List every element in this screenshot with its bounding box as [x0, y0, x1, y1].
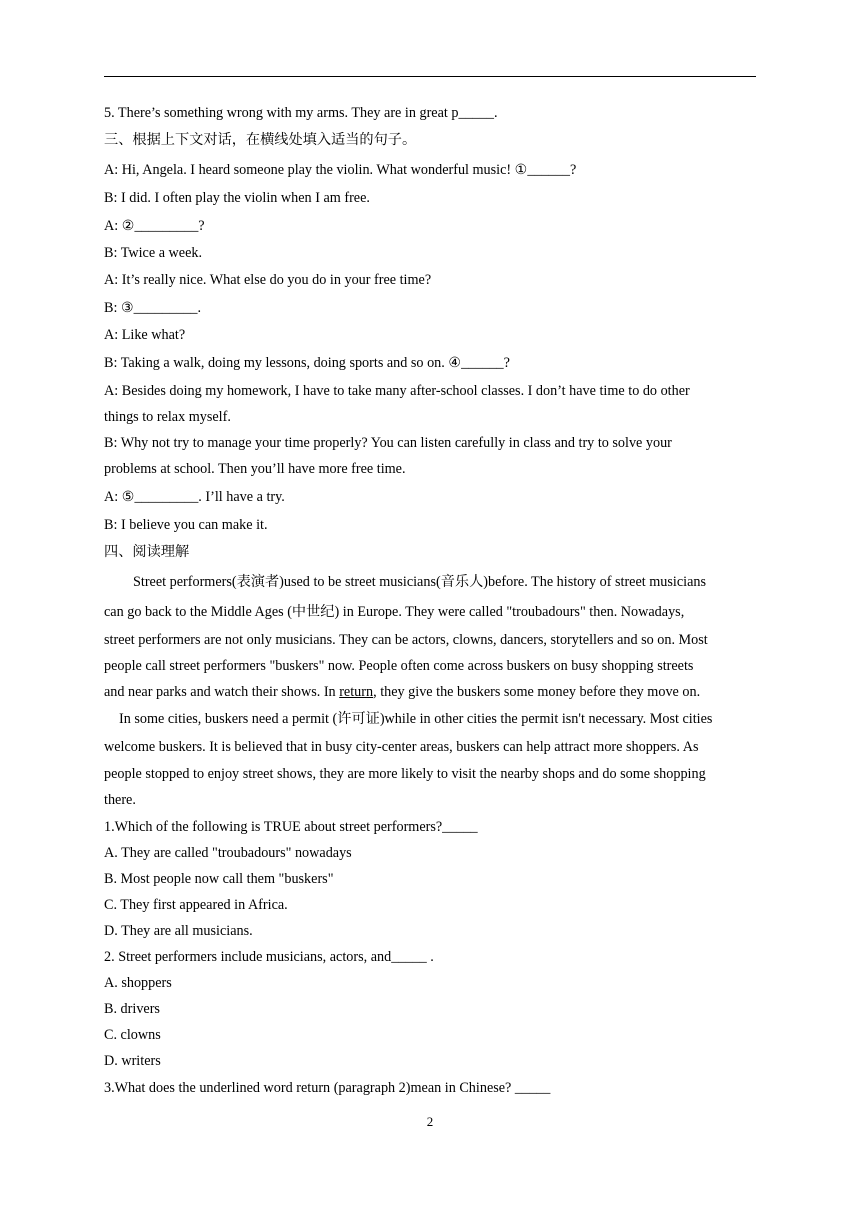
dialog-line: A: ⑤_________. I’ll have a try.	[104, 489, 285, 505]
underlined-word-return: return	[339, 684, 374, 700]
passage-line: street performers are not only musicians. They can be actors, clowns, dancers, storytellers and so on. Most	[104, 632, 708, 648]
option-line: A. They are called "troubadours" nowadays	[104, 845, 352, 861]
option-line: D. They are all musicians.	[104, 923, 253, 939]
dialog-line: B: Why not try to manage your time properly? You can listen carefully in class and try to solve your	[104, 435, 672, 451]
passage-line: In some cities, buskers need a permit (许可证)while in other cities the permit isn't necessary. Most cities	[119, 711, 713, 727]
passage-line: can go back to the Middle Ages (中世纪) in Europe. They were called "troubadours" then. Nowadays,	[104, 604, 685, 620]
page-number: 2	[426, 1114, 434, 1129]
passage-line	[104, 683, 764, 701]
passage-line: Street performers(表演者)used to be street musicians(音乐人)before. The history of street musicians	[133, 574, 706, 590]
question-5: 5. There’s something wrong with my arms. They are in great p_____.	[104, 105, 498, 121]
dialog-line: A: Like what?	[104, 327, 186, 343]
passage-line: people stopped to enjoy street shows, they are more likely to visit the nearby shops and do some shopping	[104, 766, 706, 782]
dialog-line: A: ②_________?	[104, 218, 205, 234]
section-3-heading: 三、根据上下文对话，在横线处填入适当的句子。	[104, 132, 417, 148]
option-line: B. drivers	[104, 1001, 160, 1017]
dialog-line: B: Taking a walk, doing my lessons, doing sports and so on. ④______?	[104, 355, 510, 371]
option-line: D. writers	[104, 1053, 161, 1069]
question-3: 3.What does the underlined word return (paragraph 2)mean in Chinese? _____	[104, 1080, 551, 1096]
dialog-line: A: It’s really nice. What else do you do in your free time?	[104, 272, 432, 288]
dialog-line: A: Besides doing my homework, I have to take many after-school classes. I don’t have time to do other	[104, 383, 690, 399]
dialog-line: B: ③_________.	[104, 300, 202, 316]
section-4-heading: 四、阅读理解	[104, 544, 190, 560]
header-rule	[104, 76, 756, 77]
passage-line: there.	[104, 792, 136, 808]
dialog-line: B: I believe you can make it.	[104, 517, 268, 533]
passage-line: welcome buskers. It is believed that in busy city-center areas, buskers can help attract more shoppers. As	[104, 739, 699, 755]
dialog-line: B: Twice a week.	[104, 245, 203, 261]
dialog-line: B: I did. I often play the violin when I am free.	[104, 190, 370, 206]
option-line: C. clowns	[104, 1027, 161, 1043]
option-line: C. They first appeared in Africa.	[104, 897, 288, 913]
option-line: A. shoppers	[104, 975, 172, 991]
dialog-line: things to relax myself.	[104, 409, 231, 425]
passage-line: people call street performers "buskers" now. People often come across buskers on busy shopping streets	[104, 658, 694, 674]
question-2: 2. Street performers include musicians, actors, and_____ .	[104, 949, 434, 965]
passage-text: and near parks and watch their shows. In	[104, 684, 340, 700]
question-1: 1.Which of the following is TRUE about street performers?_____	[104, 819, 478, 835]
dialog-line: problems at school. Then you’ll have more free time.	[104, 461, 406, 477]
option-line: B. Most people now call them "buskers"	[104, 871, 334, 887]
dialog-line: A: Hi, Angela. I heard someone play the violin. What wonderful music! ①______?	[104, 162, 577, 178]
passage-text: , they give the buskers some money before they move on.	[373, 684, 701, 700]
